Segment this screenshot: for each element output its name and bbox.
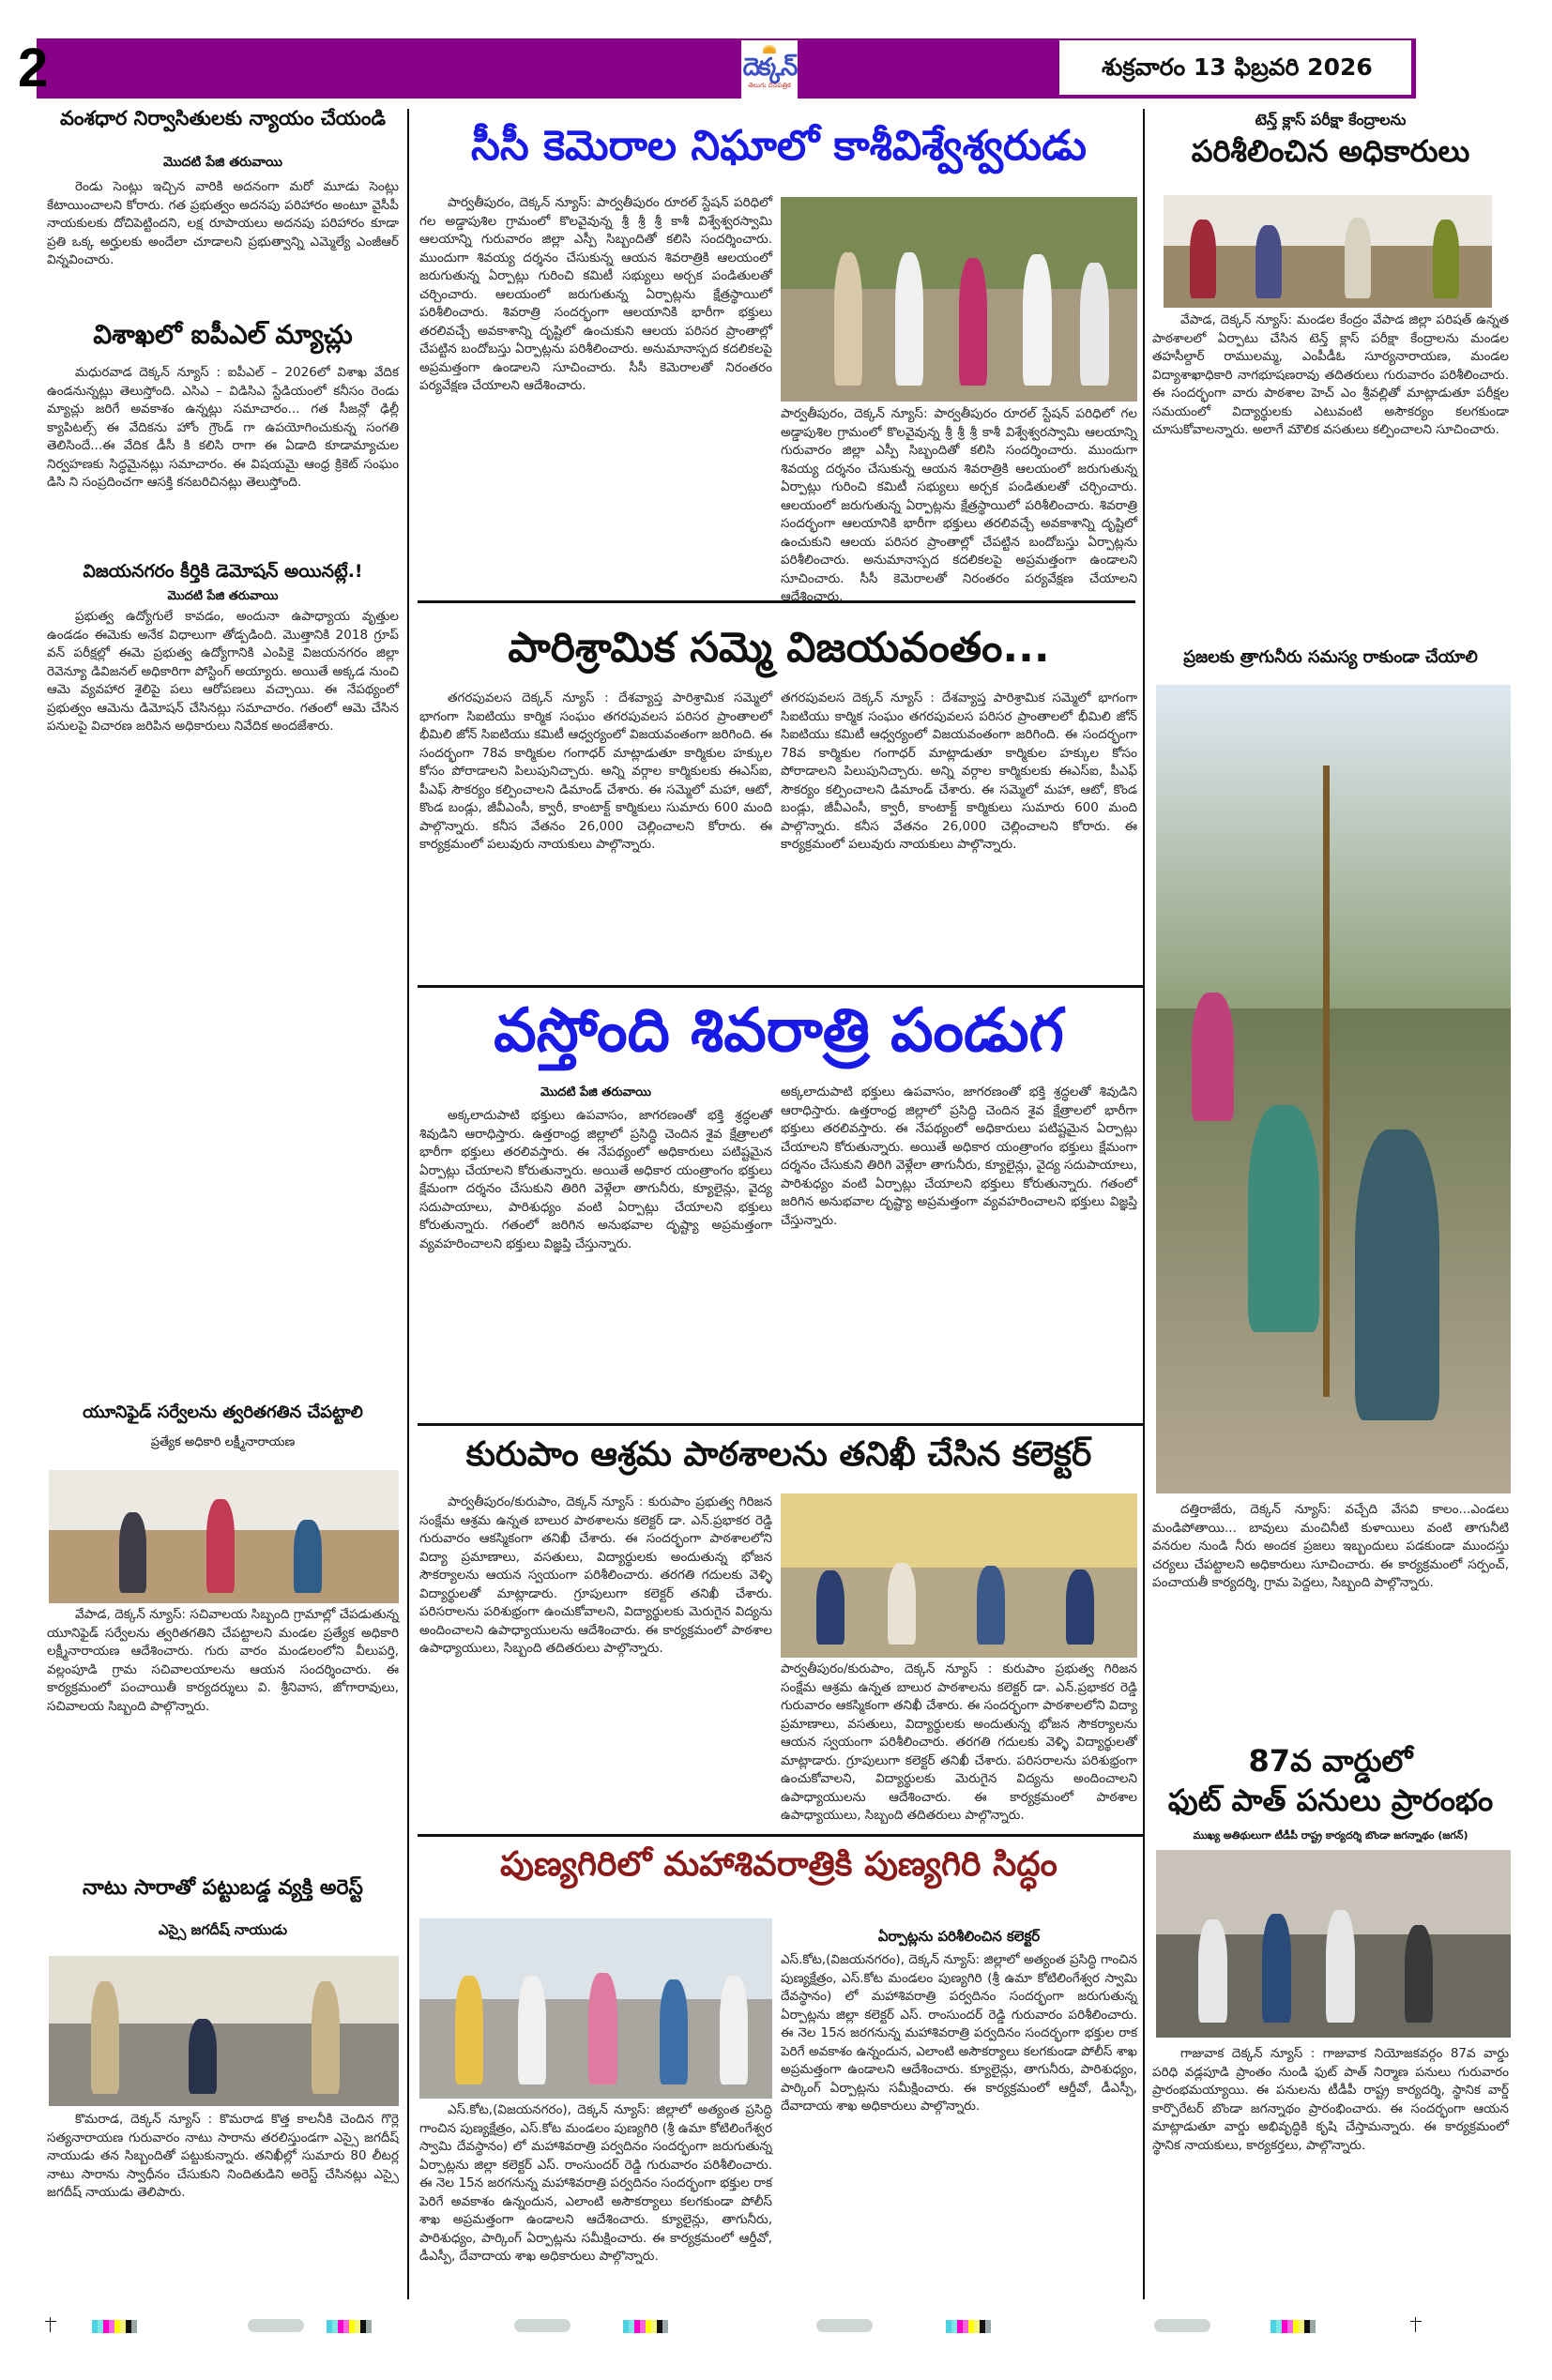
article-body: ప్రభుత్వ ఉద్యోగులే కావడం, అందునా ఉపాధ్యాయ వృత్తుల ఉండడం ఈమెకు అనేక విధాలుగా తోడ్పడింది. మొత్తానికి 2018 గ్రూప్ వన్ పరీక్షల్లో ఈమె ప్రభుత్వ ఉద్యోగానికి ఎంపికై విజయనగరం జిల్లా రెవెన్యూ డివిజనల్ అధికారిగా పోస్టింగ్ అయ్యారు. అయితే అక్కడ నుంచి ఆమె వ్యవహార శైలిపై పలు ఆరోపణలు వచ్చాయి. ఈ నేపథ్యంలో ప్రభుత్వం ఆమెను డిమోషన్ చేసినట్లు సమాచారం. గతంలో ఆమె చేసిన పనులపై విచారణ జరిపిన అధికారులు నివేదిక అందజేశారు. [47, 609, 399, 734]
article-body: తగరపువలస దెక్కన్ న్యూస్ : దేశవ్యాప్త పారిశ్రామిక సమ్మెలో భాగంగా సిఐటియు కార్మిక సంఘం తగరపువలస పరిసర ప్రాంతాలలో భీమిలి జోన్ సిఐటియు కమిటీ ఆధ్వర్యంలో విజయవంతంగా జరిగింది. ఈ సందర్భంగా 78వ కార్మికుల గంగాధర్ మాట్లాడుతూ కార్మికుల హక్కుల కోసం పోరాడాలని పిలుపునిచ్చారు. అన్ని వర్గాల కార్మికులకు ఈఎస్ఐ, పీఎఫ్ సౌకర్యం కల్పించాలని డిమాండ్ చేశారు. ఈ సమ్మెలో మహా, ఆటో, కొండ బండ్లు, జీవీఎంసీ, క్వారీ, కాంటాక్ట్ కార్మికులు సుమారు 600 మంది పాల్గొన్నారు. కనీస వేతనం 26,000 చెల్లించాలని కోరారు. ఈ కార్యక్రమంలో పలువురు నాయకులు పాల్గొన్నారు. [419, 690, 772, 852]
headline: విజయనగరం కీర్తికి డెమోషన్ అయినట్లే.! [83, 561, 363, 582]
page-number: 2 [18, 38, 49, 99]
issue-date: శుక్రవారం 13 ఫిబ్రవరి 2026 [1059, 40, 1411, 95]
gray-patch [248, 2319, 304, 2332]
kicker: ఎస్సై జగదీష్ నాయుడు [158, 1921, 288, 1938]
gray-patch [514, 2319, 571, 2332]
sun-emblem-icon [763, 42, 776, 53]
color-swatch [985, 2320, 991, 2333]
headline: వంశధార నిర్వాసితులకు న్యాయం చేయండి [59, 107, 387, 129]
kicker: ఏర్పాట్లను పరిశీలించిన కలెక్టర్ [877, 1928, 1041, 1945]
headline-line-1: 87వ వార్డులో [1248, 1743, 1413, 1779]
article-body: వేపాడ, దెక్కన్ న్యూస్: మండల కేంద్రం వేపాడ జిల్లా పరిషత్ ఉన్నత పాఠశాలలో ఏర్పాటు చేసిన టెన్త్ క్లాస్ పరీక్షా కేంద్రాలను మండల తహసీల్దార్ రాములమ్మ, ఎంపీడీఓ సూర్యనారాయణ, మండల విద్యాశాఖాధికారి నాగభూషణరావు తదితరులు గురువారం పరిశీలించారు. ఈ సందర్భంగా వారు పాఠశాల హెచ్ ఎం శ్రీవల్లితో మాట్లాడుతూ పరీక్షల సమయంలో విద్యార్థులకు ఎటువంటి అసౌకర్యం కలగకుండా చూసుకోవాలన్నారు. అలాగే మౌలిక వసతులు కల్పించాలని సూచించారు. [1152, 312, 1509, 437]
color-bar [946, 2319, 991, 2332]
article-body-continued: పార్వతీపురం, దెక్కన్ న్యూస్: పార్వతీపురం రూరల్ స్టేషన్ పరిధిలో గల అడ్డాపుశిల గ్రామంలో కొలవైవున్న శ్రీ శ్రీ శ్రీ కాశీ విశ్వేశ్వరస్వామి ఆలయాన్ని గురువారం జిల్లా ఎస్పీ సిబ్బందితో కలిసి సందర్శించారు. ముందుగా శివయ్య దర్శనం చేసుకున్న ఆయన శివరాత్రికి ఆలయంలో జరుగుతున్న ఏర్పాట్లు గురించి కమిటీ సభ్యులు అర్చక పండితులతో చర్చించారు. ఆలయంలో జరుగుతున్న ఏర్పాట్లను క్షేత్రస్థాయిలో పరిశీలించారు. శివరాత్రి సందర్భంగా ఆలయానికి భారీగా భక్తులు తరలివచ్చే అవకాశాన్ని దృష్టిలో ఉంచుకుని ఆలయ పరిసర ప్రాంతాల్లో చేపట్టిన బందోబస్తు ఏర్పాట్లను పరిశీలించారు. అనుమానాస్పద కదలికలపై అప్రమత్తంగా ఉండాలని సూచించారు. సీసీ కెమెరాలతో నిరంతరం పర్యవేక్షణ చేయాలని ఆదేశించారు. [781, 406, 1137, 604]
column-divider [1143, 109, 1145, 2299]
article-body: పార్వతీపురం, దెక్కన్ న్యూస్: పార్వతీపురం రూరల్ స్టేషన్ పరిధిలో గల అడ్డాపుశిల గ్రామంలో కొలవైవున్న శ్రీ శ్రీ శ్రీ కాశీ విశ్వేశ్వరస్వామి ఆలయాన్ని గురువారం జిల్లా ఎస్పీ సిబ్బందితో కలిసి సందర్శించారు. ముందుగా శివయ్య దర్శనం చేసుకున్న ఆయన శివరాత్రికి ఆలయంలో జరుగుతున్న ఏర్పాట్లు గురించి కమిటీ సభ్యులు అర్చక పండితులతో చర్చించారు. ఆలయంలో జరుగుతున్న ఏర్పాట్లను క్షేత్రస్థాయిలో పరిశీలించారు. శివరాత్రి సందర్భంగా ఆలయానికి భారీగా భక్తులు తరలివచ్చే అవకాశాన్ని దృష్టిలో ఉంచుకుని ఆలయ పరిసర ప్రాంతాల్లో చేపట్టిన బందోబస్తు ఏర్పాట్లను పరిశీలించారు. అనుమానాస్పద కదలికలపై అప్రమత్తంగా ఉండాలని సూచించారు. సీసీ కెమెరాలతో నిరంతరం పర్యవేక్షణ చేయాలని ఆదేశించారు. [419, 195, 772, 393]
headline: కురుపాం ఆశ్రమ పాఠశాలను తనిఖీ చేసిన కలెక్టర్ [465, 1435, 1092, 1474]
headline: విశాఖలో ఐపీఎల్ మ్యాచ్లు [93, 319, 353, 350]
headline: నాటు సారాతో పట్టుబడ్డ వ్యక్తి అరెస్ట్ [83, 1876, 363, 1900]
photo-temple-visit [781, 197, 1137, 402]
article-body-continued: పార్వతీపురం/కురుపాం, దెక్కన్ న్యూస్ : కురుపాం ప్రభుత్వ గిరిజన సంక్షేమ ఆశ్రమ ఉన్నత బాలుర పాఠశాలను కలెక్టర్ డా. ఎన్.ప్రభాకర రెడ్డి గురువారం ఆకస్మికంగా తనిఖీ చేశారు. ఈ సందర్భంగా పాఠశాలలోని విద్యా ప్రమాణాలు, వసతులు, విద్యార్థులకు అందుతున్న భోజన సౌకర్యాలను ఆయన స్వయంగా పరిశీలించారు. తరగతి గదులకు వెళ్ళి విద్యార్థులతో మాట్లాడారు. గ్రూపులుగా కలెక్టర్ తనిఖీ చేశారు. పరిసరాలను పరిశుభ్రంగా ఉంచుకోవాలని, విద్యార్థులకు మెరుగైన విద్యను అందించాలని ఉపాధ్యాయులను ఆదేశించారు. ఈ కార్యక్రమంలో పాఠశాల ఉపాధ్యాయులు, సిబ్బంది తదితరులు పాల్గొన్నారు. [781, 1661, 1137, 1823]
article-body: రెండు సెంట్లు ఇచ్చిన వారికి అదనంగా మరో మూడు సెంట్లు కేటాయించాలని కోరారు. గత ప్రభుత్వం అదనపు పరిహారం అంటూ వైసీపీ నాయకులకు దోచిపెట్టిందని, లక్ష రూపాయలు అదనపు పరిహారం కూడా ప్రతి ఒక్క అర్హులకు అందేలా చూడాలని ప్రభుత్వాన్ని ఎమ్మెల్యే ఎంజీఆర్ విన్నవించారు. [47, 179, 399, 267]
article-body-continued: ఎస్.కోట,(విజయనగరం), దెక్కన్ న్యూస్: జిల్లాలో అత్యంత ప్రసిద్ధి గాంచిన పుణ్యక్షేత్రం, ఎస్.కోట మండలం పుణ్యగిరి (శ్రీ ఉమా కోటిలింగేశ్వర స్వామి దేవస్థానం) లో మహాశివరాత్రి పర్వదినం సందర్భంగా జరుగుతున్న ఏర్పాట్లను జిల్లా కలెక్టర్ ఎస్. రాంసుందర్ రెడ్డి గురువారం పరిశీలించారు. ఈ నెల 15న జరగనున్న మహాశివరాత్రి పర్వదినం సందర్భంగా భక్తుల రాక పెరిగే అవకాశం ఉన్నందున, ఎలాంటి అసౌకర్యాలు కలగకుండా పోలీస్ శాఖ అప్రమత్తంగా ఉండాలని ఆదేశించారు. క్యూలైన్లు, తాగునీరు, పారిశుధ్యం, పార్కింగ్ ఏర్పాట్లను సమీక్షించారు. ఈ కార్యక్రమంలో ఆర్డీవో, డీఎస్పీ, దేవాదాయ శాఖ అధికారులు పాల్గొన్నారు. [781, 1952, 1137, 2114]
kicker: మొదటి పేజి తరువాయి [163, 155, 282, 170]
article-body-continued: అక్కలాదుపాటి భక్తులు ఉపవాసం, జాగరణంతో భక్తి శ్రద్ధలతో శివుడిని ఆరాధిస్తారు. ఉత్తరాంధ్ర జిల్లాలో ప్రసిద్ధి చెందిన శైవ క్షేత్రాలలో భారీగా భక్తులు తరలివస్తారు. ఈ నేపథ్యంలో అధికారులు పటిష్టమైన ఏర్పాట్లు చేయాలని కోరుతున్నారు. అయితే అధికార యంత్రాంగం భక్తులు క్షేమంగా దర్శనం చేసుకుని తిరిగి వెళ్లేలా తాగునీరు, క్యూలైన్లు, వైద్య సదుపాయాలు, పారిశుధ్యం వంటి ఏర్పాట్లు చేయాలని భక్తులు కోరుతున్నారు. గతంలో జరిగిన అనుభవాల దృష్ట్యా అప్రమత్తంగా వ్యవహరించాలని భక్తులు విజ్ఞప్తి చేస్తున్నారు. [781, 1084, 1137, 1228]
article-body: ఎస్.కోట,(విజయనగరం), దెక్కన్ న్యూస్: జిల్లాలో అత్యంత ప్రసిద్ధి గాంచిన పుణ్యక్షేత్రం, ఎస్.కోట మండలం పుణ్యగిరి (శ్రీ ఉమా కోటిలింగేశ్వర స్వామి దేవస్థానం) లో మహాశివరాత్రి పర్వదినం సందర్భంగా జరుగుతున్న ఏర్పాట్లను జిల్లా కలెక్టర్ ఎస్. రాంసుందర్ రెడ్డి గురువారం పరిశీలించారు. ఈ నెల 15న జరగనున్న మహాశివరాత్రి పర్వదినం సందర్భంగా భక్తుల రాక పెరిగే అవకాశం ఉన్నందున, ఎలాంటి అసౌకర్యాలు కలగకుండా పోలీస్ శాఖ అప్రమత్తంగా ఉండాలని ఆదేశించారు. క్యూలైన్లు, తాగునీరు, పారిశుధ్యం, పార్కింగ్ ఏర్పాట్లను సమీక్షించారు. ఈ కార్యక్రమంలో ఆర్డీవో, డీఎస్పీ, దేవాదాయ శాఖ అధికారులు పాల్గొన్నారు. [419, 2102, 772, 2264]
section-divider [418, 1834, 1145, 1837]
headline: పుణ్యగిరిలో మహాశివరాత్రికి పుణ్యగిరి సిద్ధం [500, 1845, 1057, 1884]
headline: సీసీ కెమెరాల నిఘాలో కాశీవిశ్వేశ్వరుడు [471, 122, 1087, 170]
headline-line-2: ఫుట్ పాత్ పనులు ప్రారంభం [1167, 1782, 1494, 1818]
kicker: మొదటి పేజి తరువాయి [167, 589, 279, 603]
article-body: కొమరాడ, దెక్కన్ న్యూస్ : కొమరాడ కొత్త కాలనీకి చెందిన గొర్లె సత్యనారాయణ గురువారం నాటు సారాను తరలిస్తుండగా ఎస్సై జగదీష్ నాయుడు తన సిబ్బందితో పట్టుకున్నారు. తనిఖీల్లో సుమారు 80 లీటర్ల నాటు సారాను స్వాధీనం చేసుకుని నిందితుడిని అరెస్ట్ చేసినట్లు ఎస్సై జగదీష్ నాయుడు తెలిపారు. [47, 2112, 399, 2200]
photo-punyagiri [419, 1918, 772, 2099]
kicker: ప్రత్యేక అధికారి లక్ష్మీనారాయణ [150, 1435, 296, 1449]
color-swatch [131, 2320, 137, 2333]
photo-borewell [1156, 685, 1511, 1493]
headline: పరిశీలించిన అధికారులు [1191, 133, 1470, 169]
photo-survey-office [49, 1470, 399, 1603]
kicker: మొదటి పేజి తరువాయి [540, 1085, 651, 1099]
section-divider [418, 985, 1145, 988]
article-body: మధురవాడ దెక్కన్ న్యూస్ : ఐపీఎల్ – 2026లో విశాఖ వేదిక ఉండనున్నట్లు తెలుస్తోంది. ఎసిఎ – విడిసిఎ స్టేడియంలో కనీసం రెండు మ్యాచ్లు జరిగే అవకాశం ఉన్నట్లు సమాచారం... గత సీజన్లో ఢిల్లీ క్యాపిటల్స్ ఈ వేదికను హోం గ్రౌండ్ గా ఉపయోగించుకున్న సంగతి తెలిసిందే...ఈ వేదిక డీసీ కి కలిసి రాగా ఈ ఏడాది కూడామ్యాచుల నిర్వహణకు సిద్ధమైనట్లు సమాచారం. ఈ విషయమై ఆంధ్ర క్రికెట్ సంఘం డిసి ని సంప్రదించగా ఆసక్తి కనబరిచినట్లు తెలుస్తోంది. [47, 365, 399, 490]
headline: వస్తోంది శివరాత్రి పండుగ [494, 996, 1064, 1066]
article-body-continued: తగరపువలస దెక్కన్ న్యూస్ : దేశవ్యాప్త పారిశ్రామిక సమ్మెలో భాగంగా సిఐటియు కార్మిక సంఘం తగరపువలస పరిసర ప్రాంతాలలో భీమిలి జోన్ సిఐటియు కమిటీ ఆధ్వర్యంలో విజయవంతంగా జరిగింది. ఈ సందర్భంగా 78వ కార్మికుల గంగాధర్ మాట్లాడుతూ కార్మికుల హక్కుల కోసం పోరాడాలని పిలుపునిచ్చారు. అన్ని వర్గాల కార్మికులకు ఈఎస్ఐ, పీఎఫ్ సౌకర్యం కల్పించాలని డిమాండ్ చేశారు. ఈ సమ్మెలో మహా, ఆటో, కొండ బండ్లు, జీవీఎంసీ, క్వారీ, కాంటాక్ట్ కార్మికులు సుమారు 600 మంది పాల్గొన్నారు. కనీస వేతనం 26,000 చెల్లించాలని కోరారు. ఈ కార్యక్రమంలో పలువురు నాయకులు పాల్గొన్నారు. [781, 690, 1137, 852]
gray-patch [816, 2319, 873, 2332]
kicker: ముఖ్య అతిథులుగా టీడీపీ రాష్ట్ర కార్యదర్శి బొండా జగన్నాథం (జగన్) [1193, 1829, 1468, 1842]
color-bar [92, 2319, 137, 2332]
photo-arrest [49, 1956, 399, 2106]
color-swatch [1310, 2320, 1316, 2333]
color-swatch [662, 2320, 668, 2333]
section-divider [418, 600, 1135, 603]
headline: ప్రజలకు త్రాగునీరు సమస్య రాకుండా చేయాలి [1183, 647, 1478, 667]
kicker: టెన్త్ క్లాస్ పరీక్షా కేంద్రాలను [1255, 111, 1407, 129]
gray-patch [1154, 2319, 1210, 2332]
photo-exam-center [1164, 195, 1492, 308]
registration-crosshair-icon [45, 2317, 56, 2332]
logo-tagline: తెలుగు దినపత్రిక [748, 82, 791, 89]
article-body: దత్తిరాజేరు, దెక్కన్ న్యూస్: వచ్చేది వేసవి కాలం...ఎండలు మండిపోతాయి... బావులు మంచినీటి కుళాయిలు వంటి తాగునీటి వనరుల నుండి నీరు అందక ప్రజలు ఇబ్బందులు పడకుండా ముందస్తు చర్యలు చేపట్టాలని అధికారులు సూచించారు. ఈ కార్యక్రమంలో సర్పంచ్, పంచాయతీ కార్యదర్శి, గ్రామ పెద్దలు, సిబ్బంది పాల్గొన్నారు. [1152, 1502, 1509, 1590]
newspaper-logo [741, 40, 798, 99]
photo-school-inspection [781, 1493, 1137, 1658]
article-body: అక్కలాదుపాటి భక్తులు ఉపవాసం, జాగరణంతో భక్తి శ్రద్ధలతో శివుడిని ఆరాధిస్తారు. ఉత్తరాంధ్ర జిల్లాలో ప్రసిద్ధి చెందిన శైవ క్షేత్రాలలో భారీగా భక్తులు తరలివస్తారు. ఈ నేపథ్యంలో అధికారులు పటిష్టమైన ఏర్పాట్లు చేయాలని కోరుతున్నారు. అయితే అధికార యంత్రాంగం భక్తులు క్షేమంగా దర్శనం చేసుకుని తిరిగి వెళ్లేలా తాగునీరు, క్యూలైన్లు, వైద్య సదుపాయాలు, పారిశుధ్యం వంటి ఏర్పాట్లు చేయాలని భక్తులు కోరుతున్నారు. గతంలో జరిగిన అనుభవాల దృష్ట్యా అప్రమత్తంగా వ్యవహరించాలని భక్తులు విజ్ఞప్తి చేస్తున్నారు. [419, 1108, 772, 1251]
logo-name: దెక్కన్ [742, 53, 797, 82]
section-divider [418, 1423, 1145, 1426]
color-bar [1271, 2319, 1316, 2332]
headline: పారిశ్రామిక సమ్మె విజయవంతం... [508, 624, 1050, 672]
column-divider [407, 109, 409, 2299]
article-body: పార్వతీపురం/కురుపాం, దెక్కన్ న్యూస్ : కురుపాం ప్రభుత్వ గిరిజన సంక్షేమ ఆశ్రమ ఉన్నత బాలుర పాఠశాలను కలెక్టర్ డా. ఎన్.ప్రభాకర రెడ్డి గురువారం ఆకస్మికంగా తనిఖీ చేశారు. ఈ సందర్భంగా పాఠశాలలోని విద్యా ప్రమాణాలు, వసతులు, విద్యార్థులకు అందుతున్న భోజన సౌకర్యాలను ఆయన స్వయంగా పరిశీలించారు. తరగతి గదులకు వెళ్ళి విద్యార్థులతో మాట్లాడారు. గ్రూపులుగా కలెక్టర్ తనిఖీ చేశారు. పరిసరాలను పరిశుభ్రంగా ఉంచుకోవాలని, విద్యార్థులకు మెరుగైన విద్యను అందించాలని ఉపాధ్యాయులను ఆదేశించారు. ఈ కార్యక్రమంలో పాఠశాల ఉపాధ్యాయులు, సిబ్బంది తదితరులు పాల్గొన్నారు. [419, 1494, 772, 1656]
headline: యూనిఫైడ్ సర్వేలను త్వరితగతిన చేపట్టాలి [83, 1402, 363, 1422]
photo-footpath-works [1156, 1850, 1511, 2038]
registration-crosshair-icon [1410, 2317, 1422, 2332]
color-swatch [366, 2320, 372, 2333]
color-bar [623, 2319, 668, 2332]
article-body: వేపాడ, దెక్కన్ న్యూస్: సచివాలయ సిబ్బంది గ్రామాల్లో చేపడుతున్న యూనిఫైడ్ సర్వేలను త్వరితగతిని చేపట్టాలని మండల ప్రత్యేక అధికారి లక్ష్మీనారాయణ ఆదేశించారు. గురు వారం మండలంలోని వీలుపర్తి, వల్లంపూడి గ్రామ సచివాలయాలను ఆయన సందర్శించారు. ఈ కార్యక్రమంలో పంచాయితీ కార్యదర్శులు వి. శ్రీనివాస, జోగారావులు, సచివాలయ సిబ్బంది పాల్గొన్నారు. [47, 1607, 399, 1714]
article-body: గాజువాక దెక్కన్ న్యూస్ : గాజువాక నియోజకవర్గం 87వ వార్డు పరిధి వడ్లపూడి ప్రాంతం నుండి ఫుట్ పాత్ నిర్మాణ పనులు గురువారం ప్రారంభమయ్యాయి. ఈ పనులను టీడీపీ రాష్ట్ర కార్యదర్శి, స్థానిక వార్డ్ కార్పొరేటర్ బొండా జగన్నాథం ప్రారంభించారు. ఈ సందర్భంగా ఆయన మాట్లాడుతూ వార్డు అభివృద్ధికి కృషి చేస్తామన్నారు. ఈ కార్యక్రమంలో స్థానిక నాయకులు, కార్యకర్తలు, పాల్గొన్నారు. [1152, 2046, 1509, 2153]
color-bar [327, 2319, 372, 2332]
